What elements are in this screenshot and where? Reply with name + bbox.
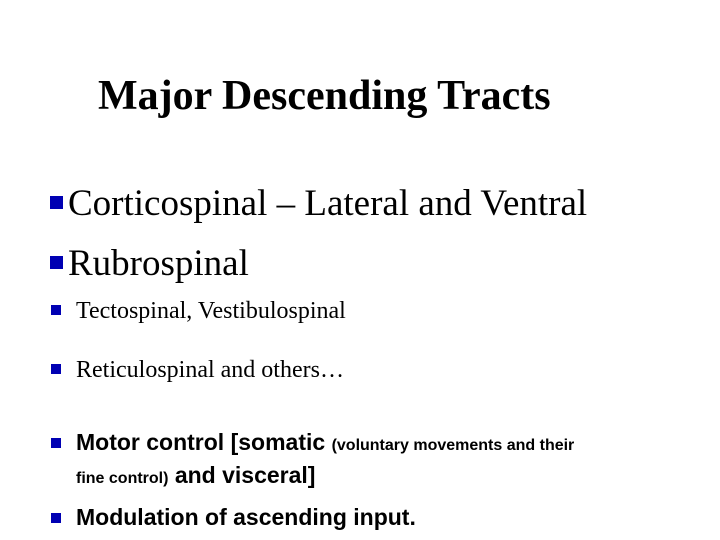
bullet-text-motor-control-line1 bbox=[76, 428, 574, 456]
bullet-square-icon bbox=[51, 364, 61, 374]
bullet-square-icon bbox=[51, 438, 61, 448]
slide-title: Major Descending Tracts bbox=[98, 73, 551, 119]
bullet-square-icon bbox=[51, 305, 61, 315]
bullet-text-tectospinal: Tectospinal, Vestibulospinal bbox=[76, 298, 346, 324]
bullet-text-rubrospinal: Rubrospinal bbox=[68, 243, 249, 284]
bullet-square-icon bbox=[50, 256, 63, 269]
bullet-square-icon bbox=[51, 513, 61, 523]
motor-control-note-cont: fine control) bbox=[76, 470, 169, 487]
bullet-text-motor-control-line2 bbox=[76, 461, 315, 489]
bullet-text-corticospinal: Corticospinal – Lateral and Ventral bbox=[68, 183, 588, 224]
bullet-text-modulation: Modulation of ascending input. bbox=[76, 504, 416, 530]
motor-control-visceral: and visceral] bbox=[168, 462, 316, 488]
bullet-text-reticulospinal: Reticulospinal and others… bbox=[76, 357, 344, 383]
bullet-square-icon bbox=[50, 196, 63, 209]
motor-control-main: Motor control [somatic bbox=[76, 429, 332, 455]
motor-control-note: (voluntary movements and their bbox=[331, 437, 575, 454]
